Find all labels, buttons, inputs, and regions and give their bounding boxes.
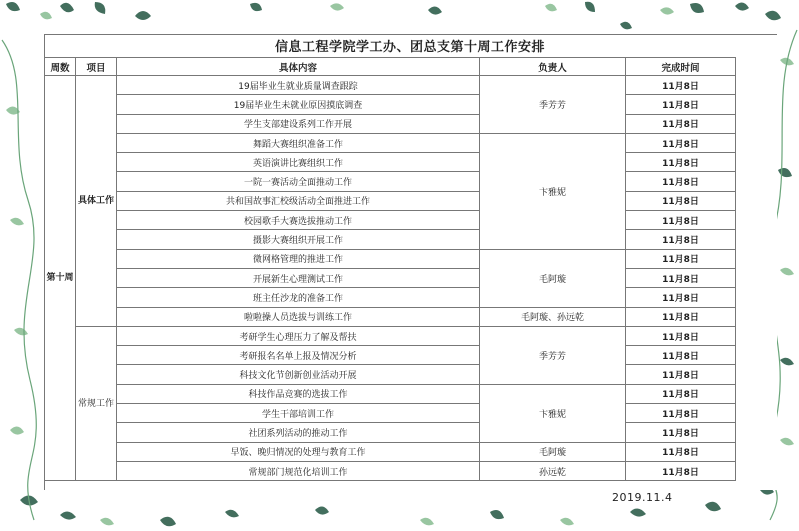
owner-cell: 毛阿璇 (480, 249, 626, 307)
task-content: 啦啦操人员选拔与训练工作 (117, 307, 480, 326)
task-content: 科技文化节创新创业活动开展 (117, 365, 480, 384)
table-row (45, 288, 736, 307)
table-row (45, 384, 736, 403)
task-time: 11月8日 (626, 249, 736, 268)
task-time: 11月8日 (626, 76, 736, 95)
table-row (45, 326, 736, 345)
owner-cell: 毛阿璇 (480, 442, 626, 461)
task-time: 11月8日 (626, 230, 736, 249)
table-row (45, 461, 736, 480)
group-name: 常规工作 (76, 326, 117, 480)
task-time: 11月8日 (626, 307, 736, 326)
task-content: 一院一赛活动全面推动工作 (117, 172, 480, 191)
task-content: 微网格管理的推进工作 (117, 249, 480, 268)
header-week: 周数 (45, 58, 76, 76)
task-time: 11月8日 (626, 326, 736, 345)
owner-cell: 孙远乾 (480, 461, 626, 480)
task-content: 摄影大赛组织开展工作 (117, 230, 480, 249)
task-time: 11月8日 (626, 423, 736, 442)
task-time: 11月8日 (626, 384, 736, 403)
task-content: 英语演讲比赛组织工作 (117, 153, 480, 172)
task-time: 11月8日 (626, 172, 736, 191)
task-time: 11月8日 (626, 95, 736, 114)
table-row (45, 133, 736, 152)
task-content: 开展新生心理测试工作 (117, 268, 480, 287)
table-row (45, 307, 736, 326)
table-row (45, 95, 736, 114)
task-content: 19届毕业生未就业原因摸底调查 (117, 95, 480, 114)
owner-cell: 卞雅妮 (480, 384, 626, 442)
table-row (45, 346, 736, 365)
owner-cell: 季芳芳 (480, 326, 626, 384)
task-time: 11月8日 (626, 268, 736, 287)
group-name: 具体工作 (76, 76, 117, 327)
task-time: 11月8日 (626, 404, 736, 423)
task-content: 舞蹈大赛组织准备工作 (117, 133, 480, 152)
task-content: 校园歌手大赛选拔推动工作 (117, 211, 480, 230)
task-time: 11月8日 (626, 114, 736, 133)
table-row (45, 114, 736, 133)
page-title: 信息工程学院学工办、团总支第十周工作安排 (274, 40, 545, 55)
task-time: 11月8日 (626, 153, 736, 172)
header-content: 具体内容 (117, 58, 480, 76)
owner-cell: 卞雅妮 (480, 133, 626, 249)
task-content: 常规部门规范化培训工作 (117, 461, 480, 480)
task-content: 共和国故事汇校级活动全面推进工作 (117, 191, 480, 210)
table-row (45, 191, 736, 210)
table-row (45, 365, 736, 384)
table-row (45, 249, 736, 268)
header-time: 完成时间 (626, 58, 736, 76)
table-header-row (45, 58, 736, 76)
task-time: 11月8日 (626, 133, 736, 152)
task-content: 学生干部培训工作 (117, 404, 480, 423)
schedule-table (44, 57, 736, 481)
task-time: 11月8日 (626, 442, 736, 461)
table-row (45, 423, 736, 442)
task-content: 考研学生心理压力了解及帮扶 (117, 326, 480, 345)
owner-cell: 毛阿璇、孙远乾 (480, 307, 626, 326)
owner-cell: 季芳芳 (480, 76, 626, 134)
task-content: 班主任沙龙的准备工作 (117, 288, 480, 307)
task-time: 11月8日 (626, 365, 736, 384)
task-content: 科技作品竞赛的选拔工作 (117, 384, 480, 403)
week-cell: 第十周 (45, 76, 76, 481)
table-row (45, 153, 736, 172)
header-item: 项目 (76, 58, 117, 76)
task-time: 11月8日 (626, 346, 736, 365)
document-date: 2019.11.4 (612, 491, 673, 504)
task-content: 考研报名名单上报及情况分析 (117, 346, 480, 365)
table-row (45, 268, 736, 287)
task-content: 早饭、晚归情况的处理与教育工作 (117, 442, 480, 461)
table-row (45, 404, 736, 423)
table-row (45, 211, 736, 230)
task-time: 11月8日 (626, 211, 736, 230)
task-time: 11月8日 (626, 191, 736, 210)
task-content: 学生支部建设系列工作开展 (117, 114, 480, 133)
task-content: 19届毕业生就业质量调查跟踪 (117, 76, 480, 95)
table-row (45, 76, 736, 95)
task-time: 11月8日 (626, 288, 736, 307)
header-owner: 负责人 (480, 58, 626, 76)
table-row (45, 442, 736, 461)
task-content: 社团系列活动的推动工作 (117, 423, 480, 442)
table-row (45, 230, 736, 249)
table-row (45, 172, 736, 191)
task-time: 11月8日 (626, 461, 736, 480)
